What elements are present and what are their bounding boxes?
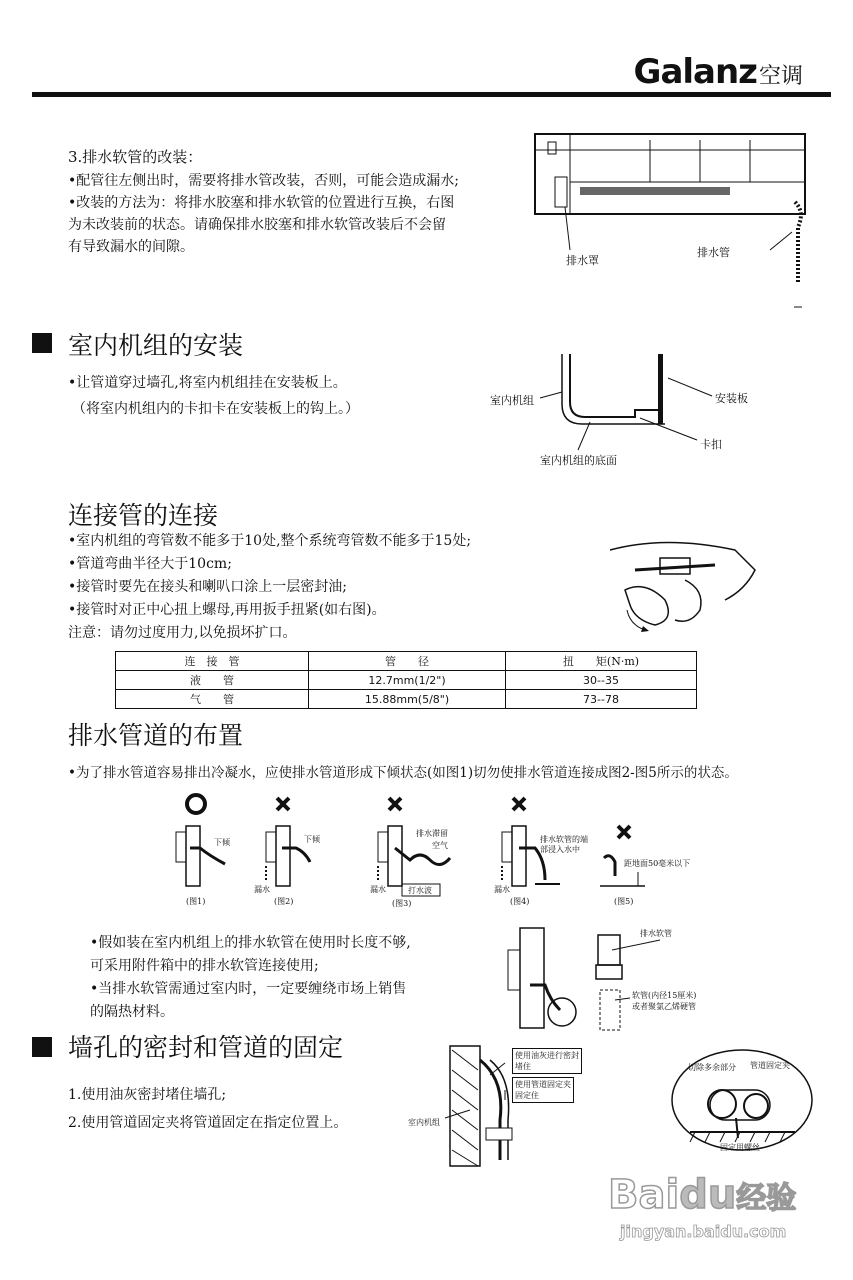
drain-hose-line-3: 为未改装前的状态。请确保排水胶塞和排水软管改装后不会留 (68, 217, 446, 233)
caption-fig4: (图4) (510, 897, 530, 906)
fig4-soak-2: 部浸入水中 (540, 845, 580, 854)
drain-layout-line: •为了排水管道容易排出冷凝水，应使排水管道形成下倾状态(如图1)切勿使排水管道连接成图2-图5所示的状态。 (68, 765, 738, 781)
fig1-down: 下倾 (214, 838, 230, 847)
seal-title: 墙孔的密封和管道的固定 (68, 1033, 344, 1062)
table-header-cell: 连 接 管 (116, 652, 309, 671)
label-pipe-clip: 管道固定夹 (750, 1061, 790, 1070)
indoor-install-line-2: （将室内机组内的卡扣卡在安装板上的钩上。） (72, 401, 359, 417)
table-cell: 液 管 (116, 671, 309, 690)
label-drain-cover: 排水罩 (566, 254, 599, 267)
fig2-leak: 漏水 (254, 885, 270, 894)
extension-line-2: 可采用附件箱中的排水软管连接使用; (90, 958, 319, 974)
seal-line-1: 1.使用油灰密封堵住墙孔; (68, 1087, 227, 1103)
label-soft-pipe-1: 软管(内径15厘米) (632, 991, 697, 1000)
label-indoor-unit: 室内机组 (490, 394, 534, 407)
label-unit-bottom: 室内机组的底面 (540, 454, 617, 467)
fig4-soak-1: 排水软管的端 (540, 835, 588, 844)
fig4-leak: 漏水 (494, 885, 510, 894)
label-putty-1: 使用油灰进行密封 (515, 1051, 579, 1060)
label-clamp-box (512, 1077, 574, 1103)
fig3-leak: 漏水 (370, 885, 386, 894)
indoor-install-title: 室内机组的安装 (68, 331, 244, 360)
connect-line-1: •室内机组的弯管数不能多于10处,整个系统弯管数不能多于15处; (68, 533, 472, 549)
watermark-du: du (679, 1172, 737, 1218)
label-putty-box (512, 1048, 582, 1074)
extension-line-1: •假如装在室内机组上的排水软管在使用时长度不够, (90, 935, 411, 951)
brand-subtitle: 空调 (758, 64, 803, 89)
seal-line-2: 2.使用管道固定夹将管道固定在指定位置上。 (68, 1115, 348, 1131)
watermark-jingyan: 经验 (736, 1181, 797, 1216)
indoor-install-line-1: •让管道穿过墙孔,将室内机组挂在安装板上。 (68, 375, 347, 391)
table-cell: 73--78 (506, 690, 697, 709)
label-cut-excess: 切除多余部分 (688, 1063, 736, 1072)
connect-title: 连接管的连接 (68, 501, 219, 530)
label-clamp-1: 使用管道固定夹 (515, 1080, 571, 1089)
caption-fig3: (图3) (392, 899, 412, 908)
brand-name: Galanz (633, 52, 757, 92)
connect-line-2: •管道弯曲半径大于10cm; (68, 556, 232, 572)
label-fixing-screw: 固定用螺丝 (720, 1143, 760, 1152)
fig5-distance: 距地面50毫米以下 (624, 859, 691, 868)
extension-line-4: 的隔热材料。 (90, 1004, 174, 1020)
table-cell: 15.88mm(5/8") (309, 690, 506, 709)
connect-note: 注意：请勿过度用力,以免损坏扩口。 (68, 625, 297, 641)
fig2-down: 下倾 (304, 835, 320, 844)
label-indoor-unit-2: 室内机组 (408, 1118, 440, 1127)
drain-hose-title: 3.排水软管的改装： (68, 148, 203, 166)
drain-hose-line-1: •配管往左侧出时，需要将排水管改装，否则，可能会造成漏水; (68, 173, 459, 189)
label-soft-pipe-2: 或者聚氯乙烯硬管 (632, 1002, 696, 1011)
table-header-cell: 扭 矩(N·m) (506, 652, 697, 671)
table-header-cell: 管 径 (309, 652, 506, 671)
label-drain-soft-hose: 排水软管 (640, 929, 672, 938)
fig3-air: 空气 (432, 841, 448, 850)
caption-fig2: (图2) (274, 897, 294, 906)
watermark-url: jingyan.baidu.com (620, 1222, 787, 1241)
drain-layout-title: 排水管道的布置 (68, 721, 244, 750)
table-cell: 30--35 (506, 671, 697, 690)
baidu-watermark (608, 1172, 796, 1218)
connect-line-3: •接管时要先在接头和喇叭口涂上一层密封油; (68, 579, 347, 595)
extension-line-3: •当排水软管需通过室内时，一定要缠绕市场上销售 (90, 981, 407, 997)
label-clamp-2: 固定住 (515, 1091, 539, 1100)
fig3-bump: 打水波 (408, 886, 432, 895)
connect-line-4: •接管时对正中心扭上螺母,再用扳手扭紧(如右图)。 (68, 602, 386, 618)
label-mounting-plate: 安装板 (715, 392, 748, 405)
caption-fig1: (图1) (186, 897, 206, 906)
fig3-stay: 排水滞留 (416, 829, 448, 838)
table-cell: 12.7mm(1/2") (309, 671, 506, 690)
label-drain-pipe: 排水管 (697, 246, 730, 259)
drain-hose-line-2: •改装的方法为：将排水胶塞和排水软管的位置进行互换，右图 (68, 195, 455, 211)
caption-fig5: (图5) (614, 897, 634, 906)
table-cell: 气 管 (116, 690, 309, 709)
drain-hose-line-4: 有导致漏水的间隙。 (68, 239, 194, 255)
label-clip: 卡扣 (700, 438, 722, 451)
watermark-bai: Bai (608, 1172, 680, 1218)
label-putty-2: 堵住 (515, 1062, 531, 1071)
